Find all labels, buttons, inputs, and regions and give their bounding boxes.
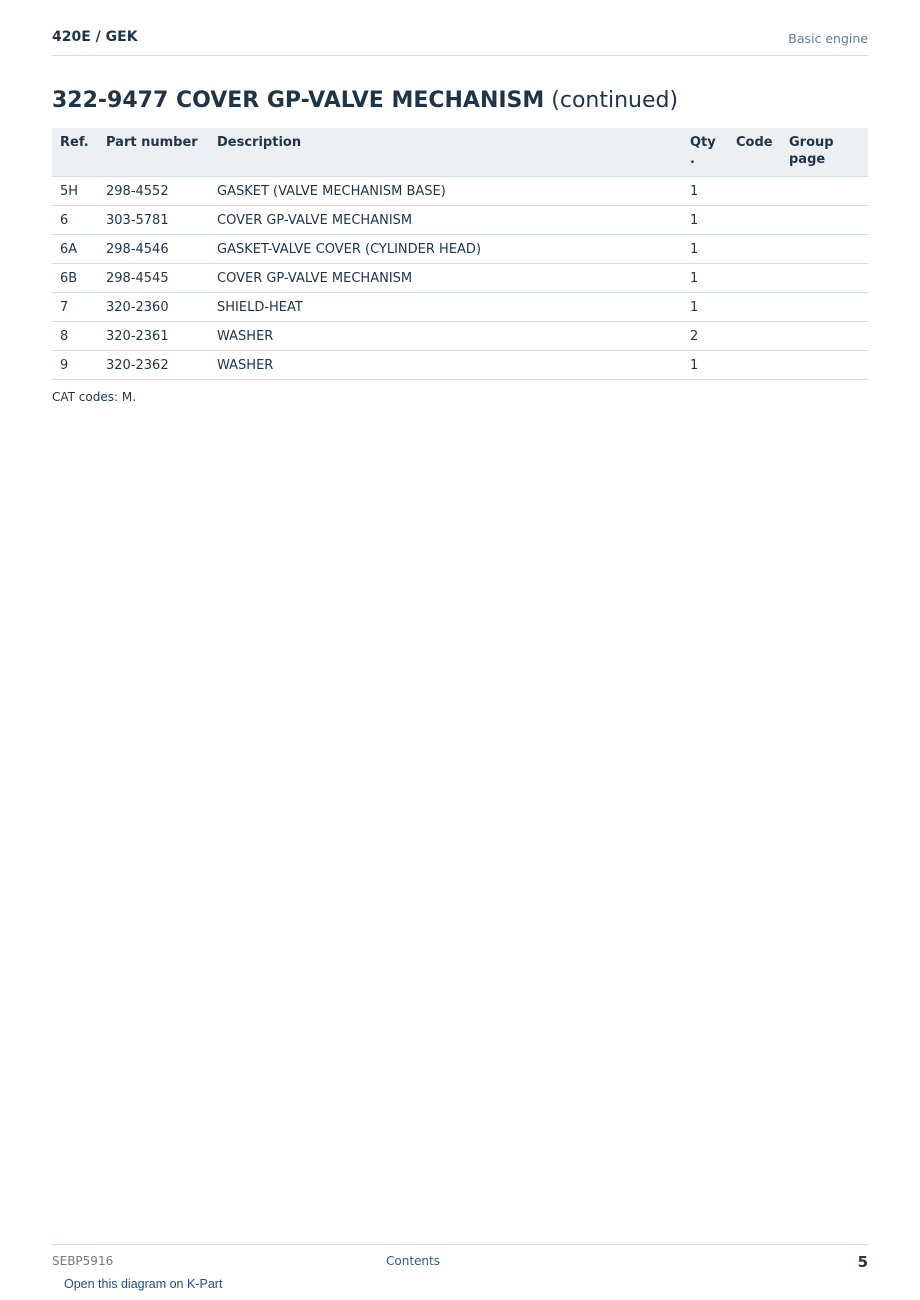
cell-description: GASKET-VALVE COVER (CYLINDER HEAD) <box>209 235 682 264</box>
cell-group-page <box>781 351 868 380</box>
contents-link[interactable]: Contents <box>386 1254 440 1268</box>
cell-ref: 9 <box>52 351 98 380</box>
cell-part-number: 298-4552 <box>98 177 209 206</box>
cell-part-number: 298-4545 <box>98 264 209 293</box>
cell-description: COVER GP-VALVE MECHANISM <box>209 264 682 293</box>
cell-qty: 2 <box>682 322 728 351</box>
column-header-description: Description <box>209 128 682 177</box>
cell-part-number: 320-2361 <box>98 322 209 351</box>
header-row <box>52 128 868 177</box>
cell-ref: 7 <box>52 293 98 322</box>
cell-ref: 8 <box>52 322 98 351</box>
cell-description: WASHER <box>209 322 682 351</box>
cell-part-number: 320-2362 <box>98 351 209 380</box>
cell-qty: 1 <box>682 177 728 206</box>
cell-group-page <box>781 322 868 351</box>
cell-code <box>728 264 781 293</box>
cell-group-page <box>781 264 868 293</box>
cell-group-page <box>781 235 868 264</box>
page-number: 5 <box>857 1253 868 1271</box>
cell-code <box>728 206 781 235</box>
title-main: 322-9477 COVER GP-VALVE MECHANISM <box>52 88 545 113</box>
column-header-group-page <box>781 128 868 177</box>
table-row <box>52 322 868 351</box>
cell-description: COVER GP-VALVE MECHANISM <box>209 206 682 235</box>
group-header-line2: page <box>789 152 826 167</box>
title-suffix: (continued) <box>544 88 679 113</box>
cell-code <box>728 293 781 322</box>
page-header <box>52 28 868 56</box>
cell-part-number: 298-4546 <box>98 235 209 264</box>
cell-code <box>728 177 781 206</box>
cell-part-number: 320-2360 <box>98 293 209 322</box>
cell-ref: 6A <box>52 235 98 264</box>
cell-qty: 1 <box>682 351 728 380</box>
group-header-line1: Group <box>789 135 834 150</box>
cell-qty: 1 <box>682 235 728 264</box>
cat-codes-note: CAT codes: M. <box>52 390 137 404</box>
qty-header-line2: . <box>690 152 695 167</box>
table-row <box>52 293 868 322</box>
cell-code <box>728 235 781 264</box>
parts-table <box>52 128 868 380</box>
cell-code <box>728 351 781 380</box>
document-id: SEBP5916 <box>52 1254 114 1268</box>
cell-ref: 6 <box>52 206 98 235</box>
cell-part-number: 303-5781 <box>98 206 209 235</box>
column-header-qty <box>682 128 728 177</box>
cell-qty: 1 <box>682 293 728 322</box>
qty-header-line1: Qty <box>690 135 716 150</box>
cell-group-page <box>781 206 868 235</box>
cell-code <box>728 322 781 351</box>
cell-ref: 6B <box>52 264 98 293</box>
column-header-part-number: Part number <box>98 128 209 177</box>
column-header-ref: Ref. <box>52 128 98 177</box>
cell-description: SHIELD-HEAT <box>209 293 682 322</box>
table-row <box>52 235 868 264</box>
table-row <box>52 351 868 380</box>
table-row <box>52 206 868 235</box>
breadcrumb: 420E / GEK <box>52 29 138 45</box>
table-body <box>52 177 868 380</box>
cell-description: GASKET (VALVE MECHANISM BASE) <box>209 177 682 206</box>
cell-qty: 1 <box>682 264 728 293</box>
page-title <box>52 88 678 113</box>
cell-ref: 5H <box>52 177 98 206</box>
open-kpart-link[interactable]: Open this diagram on K-Part <box>64 1277 223 1291</box>
table-row <box>52 264 868 293</box>
cell-description: WASHER <box>209 351 682 380</box>
page-footer <box>52 1244 868 1275</box>
section-label: Basic engine <box>788 31 868 46</box>
table-header <box>52 128 868 177</box>
column-header-code: Code <box>728 128 781 177</box>
cell-group-page <box>781 177 868 206</box>
cell-group-page <box>781 293 868 322</box>
cell-qty: 1 <box>682 206 728 235</box>
table-row <box>52 177 868 206</box>
